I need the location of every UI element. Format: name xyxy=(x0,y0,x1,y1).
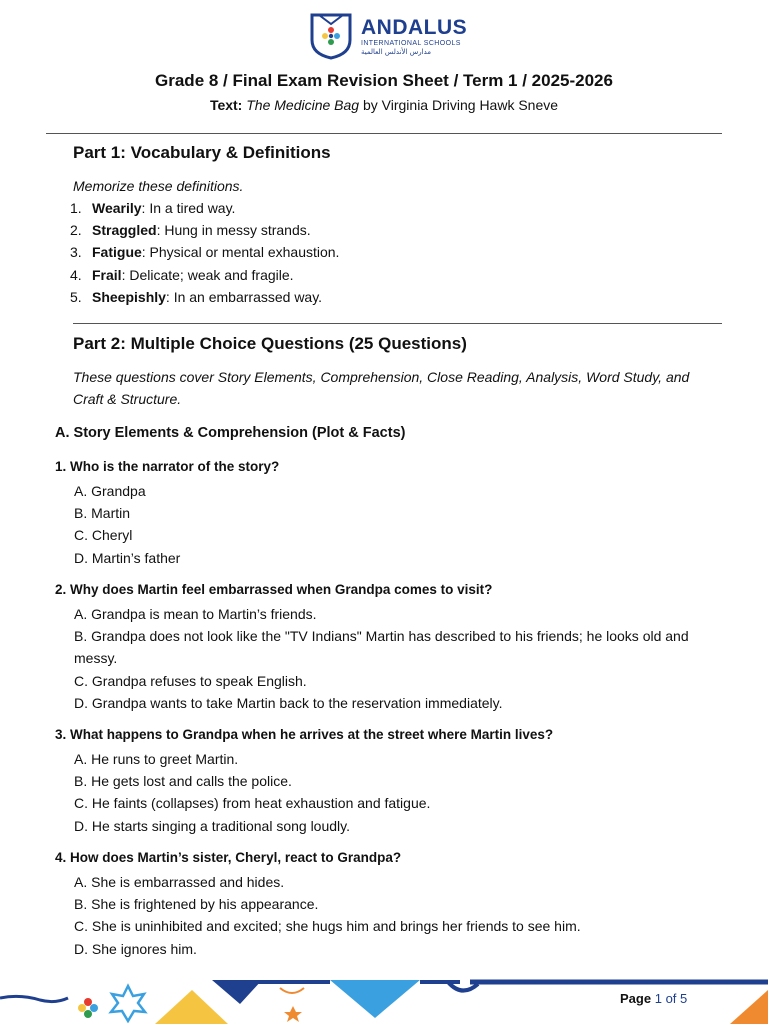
vocab-definition: : Delicate; weak and fragile. xyxy=(121,266,294,283)
text-author: by Virginia Driving Hawk Sneve xyxy=(362,97,559,113)
vocab-term: Fatigue xyxy=(92,244,142,261)
logo-name: ANDALUS xyxy=(361,15,468,39)
vocab-definition: : Physical or mental exhaustion. xyxy=(141,244,340,261)
vocab-term: Straggled xyxy=(92,222,157,239)
vocab-term: Sheepishly xyxy=(92,288,166,305)
part2-note: These questions cover Story Elements, Comprehension, Close Reading, Analysis, Word Study, and Craft & Structure. xyxy=(73,369,690,407)
question-3: 3. What happens to Grandpa when he arrives at the street where Martin lives? xyxy=(55,727,554,742)
text-label: Text: xyxy=(209,97,243,113)
list-item: 1. Wearily: In a tired way. xyxy=(70,200,236,216)
list-item: 5. Sheepishly: In an embarrassed way. xyxy=(70,288,323,305)
vocab-term: Wearily xyxy=(92,200,142,216)
vocab-definition: : In an embarrassed way. xyxy=(165,288,323,305)
list-item: 2. Straggled: Hung in messy strands. xyxy=(70,222,311,239)
question-4: 4. How does Martin’s sister, Cheryl, react to Grandpa? xyxy=(55,850,402,865)
answer-option: A. She is embarrassed and hides. xyxy=(74,874,285,890)
answer-option: D. He starts singing a traditional song loudly. xyxy=(74,817,350,834)
part2-heading: Part 2: Multiple Choice Questions (25 Questions) xyxy=(73,334,467,353)
vocab-definition: : Hung in messy strands. xyxy=(156,222,311,239)
logo-arabic: مدارس الأندلس العالمية xyxy=(361,47,431,56)
star-icon xyxy=(111,986,145,1021)
answer-option: B. She is frightened by his appearance. xyxy=(74,896,319,913)
page-current: 1 xyxy=(654,991,662,1006)
page-title: Grade 8 / Final Exam Revision Sheet / Term 1 / 2025-2026 xyxy=(155,71,613,90)
vocabulary-list xyxy=(70,197,339,308)
question-1: 1. Who is the narrator of the story? xyxy=(55,459,280,474)
answer-option: A. Grandpa is mean to Martin’s friends. xyxy=(74,606,317,622)
page-of: of xyxy=(665,991,677,1006)
answer-option: C. She is uninhibited and excited; she hugs him and brings her friends to see him. xyxy=(74,918,581,935)
answer-option: A. He runs to greet Martin. xyxy=(74,751,239,767)
question-3-options xyxy=(74,748,724,837)
sun-icon xyxy=(284,1006,302,1022)
page-label: Page xyxy=(620,991,652,1006)
divider xyxy=(46,133,722,134)
question-2: 2. Why does Martin feel embarrassed when Grandpa comes to visit? xyxy=(55,582,493,597)
answer-option: B. Martin xyxy=(74,505,131,522)
school-logo xyxy=(309,12,467,60)
part1-heading: Part 1: Vocabulary & Definitions xyxy=(73,143,331,162)
list-item: 3. Fatigue: Physical or mental exhaustion. xyxy=(70,244,340,261)
answer-option: D. Martin’s father xyxy=(74,549,181,566)
page-number xyxy=(620,991,687,1006)
answer-option: C. Cheryl xyxy=(74,527,133,544)
vocab-definition: : In a tired way. xyxy=(141,200,236,216)
question-1-options xyxy=(74,480,724,569)
part1-note: Memorize these definitions. xyxy=(73,178,244,194)
divider xyxy=(73,323,722,324)
list-item: 4. Frail: Delicate; weak and fragile. xyxy=(70,266,294,283)
answer-option: C. He faints (collapses) from heat exhaustion and fatigue. xyxy=(74,795,431,812)
page-total: 5 xyxy=(680,991,688,1006)
answer-option: B. He gets lost and calls the police. xyxy=(74,773,292,790)
shield-logo-icon xyxy=(309,12,353,60)
vocab-term: Frail xyxy=(92,266,122,283)
answer-option: A. Grandpa xyxy=(74,483,146,499)
answer-option: C. Grandpa refuses to speak English. xyxy=(74,672,307,689)
text-reference xyxy=(0,97,768,113)
answer-option: B. Grandpa does not look like the "TV Indians" Martin has described to his friends; he looks old and messy. xyxy=(74,628,689,667)
question-4-options xyxy=(74,871,724,960)
answer-option: D. She ignores him. xyxy=(74,940,197,957)
answer-option: D. Grandpa wants to take Martin back to the reservation immediately. xyxy=(74,694,503,711)
question-2-options xyxy=(74,603,724,714)
section-a-heading: A. Story Elements & Comprehension (Plot & Facts) xyxy=(55,425,406,441)
flower-icon xyxy=(78,998,98,1018)
logo-subtitle: INTERNATIONAL SCHOOLS xyxy=(361,39,461,47)
text-title: The Medicine Bag xyxy=(246,97,360,113)
